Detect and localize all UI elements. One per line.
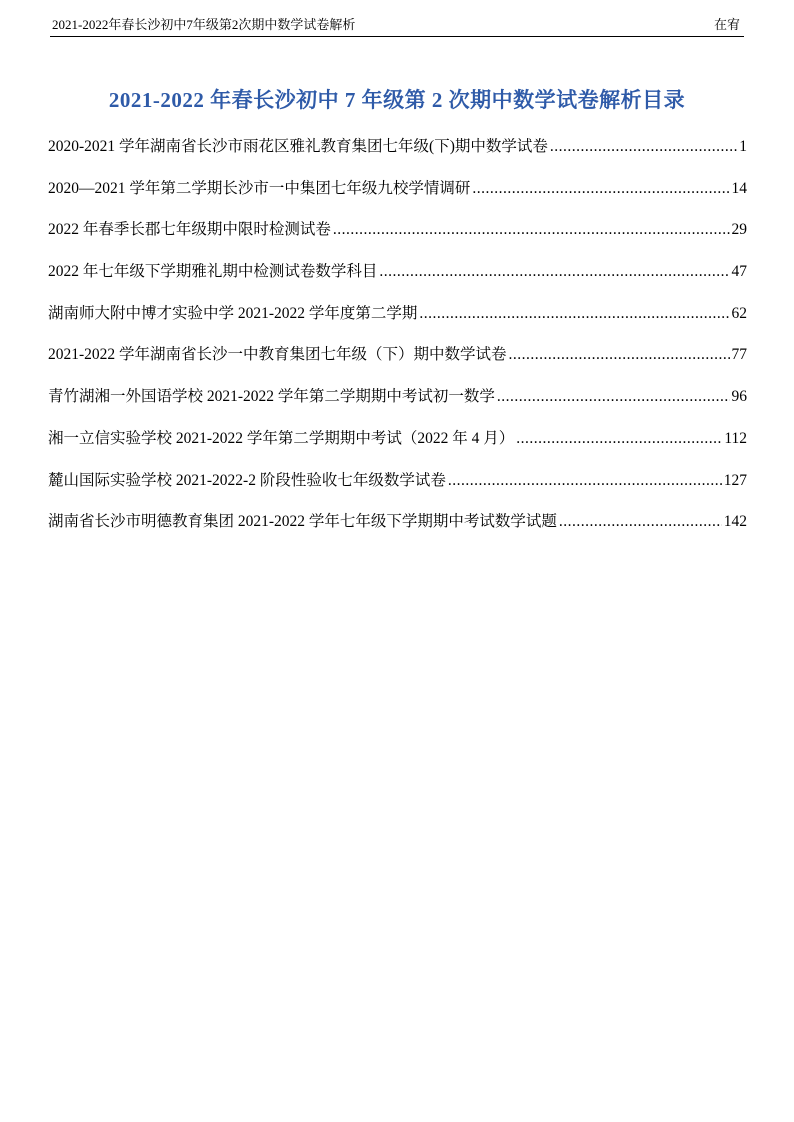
table-of-contents (48, 134, 747, 551)
toc-entry-page: 47 (731, 263, 747, 281)
header-author: 在宥 (713, 17, 740, 32)
toc-entry-page: 62 (731, 304, 747, 322)
toc-dot-leader (472, 180, 729, 198)
toc-entry-title: 2020-2021 学年湖南省长沙市雨花区雅礼教育集团七年级(下)期中数学试卷 (48, 138, 548, 155)
toc-entry[interactable] (48, 259, 747, 301)
toc-dot-leader (379, 263, 729, 281)
toc-entry[interactable] (48, 301, 747, 343)
header-doc-title: 2021-2022年春长沙初中7年级第2次期中数学试卷解析 (52, 17, 356, 32)
toc-dot-leader (497, 388, 730, 406)
toc-entry-title: 2020—2021 学年第二学期长沙市一中集团七年级九校学情调研 (48, 179, 471, 197)
toc-entry[interactable] (48, 468, 747, 510)
toc-entry-page: 142 (723, 513, 747, 531)
toc-dot-leader (448, 472, 722, 490)
toc-entry[interactable] (48, 176, 747, 218)
toc-entry-page: 77 (731, 346, 747, 364)
toc-entry[interactable] (48, 426, 747, 468)
toc-entry[interactable] (48, 217, 747, 259)
page-title: 2021-2022 年春长沙初中 7 年级第 2 次期中数学试卷解析目录 (108, 88, 686, 112)
toc-entry[interactable] (48, 384, 747, 426)
toc-entry[interactable] (48, 342, 747, 384)
toc-dot-leader (550, 138, 737, 156)
toc-entry-page: 14 (731, 179, 747, 197)
toc-dot-leader (516, 430, 722, 448)
toc-entry-title: 湖南省长沙市明德教育集团 2021-2022 学年七年级下学期期中考试数学试题 (48, 513, 557, 531)
toc-entry-page: 96 (731, 388, 747, 406)
toc-entry-title: 2022 年七年级下学期雅礼期中检测试卷数学科目 (48, 263, 378, 281)
toc-entry-page: 1 (739, 138, 747, 155)
toc-entry-title: 2022 年春季长郡七年级期中限时检测试卷 (48, 221, 331, 239)
toc-entry-page: 127 (723, 471, 747, 489)
toc-entry-title: 青竹湖湘一外国语学校 2021-2022 学年第二学期期中考试初一数学 (48, 388, 495, 406)
toc-entry[interactable] (48, 509, 747, 551)
toc-entry[interactable] (48, 134, 747, 176)
toc-dot-leader (419, 305, 729, 323)
toc-entry-title: 湘一立信实验学校 2021-2022 学年第二学期期中考试（2022 年 4 月） (48, 429, 515, 447)
toc-dot-leader (559, 513, 722, 531)
page-header (50, 14, 744, 37)
toc-entry-title: 2021-2022 学年湖南省长沙一中教育集团七年级（下）期中数学试卷 (48, 346, 507, 364)
toc-dot-leader (509, 346, 730, 364)
toc-entry-title: 湖南师大附中博才实验中学 2021-2022 学年度第二学期 (48, 304, 418, 322)
toc-entry-page: 29 (731, 221, 747, 239)
toc-entry-page: 112 (724, 429, 747, 447)
toc-entry-title: 麓山国际实验学校 2021-2022-2 阶段性验收七年级数学试卷 (48, 471, 446, 489)
toc-dot-leader (333, 221, 730, 239)
